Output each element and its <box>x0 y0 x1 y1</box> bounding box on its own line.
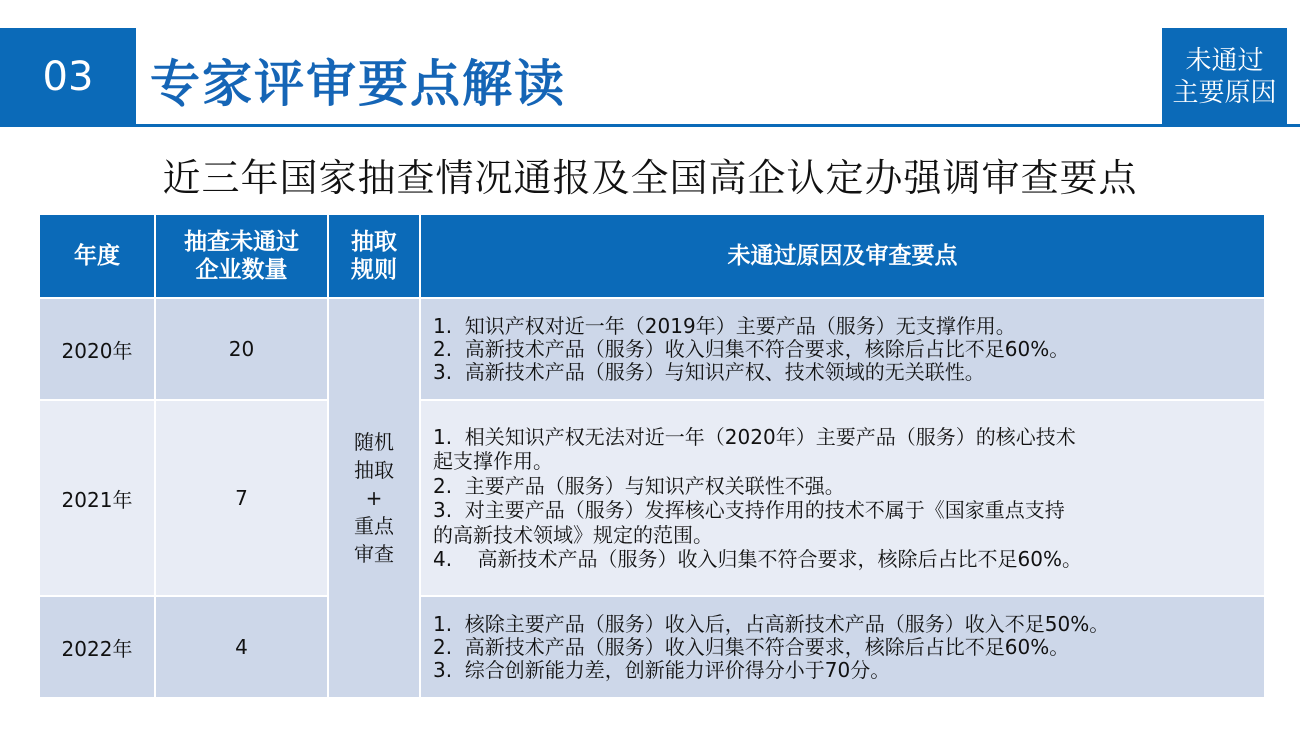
table-header-row <box>39 214 1265 298</box>
reason-line: 3. 高新技术产品（服务）与知识产权、技术领域的无关联性。 <box>433 359 985 384</box>
rule-line: 审查 <box>354 542 394 566</box>
rule-line: + <box>365 486 383 510</box>
reason-line: 起支撑作用。 <box>433 449 553 473</box>
reason-line: 1. 知识产权对近一年（2019年）主要产品（服务）无支撑作用。 <box>433 313 1016 338</box>
slide-subtitle: 近三年国家抽查情况通报及全国高企认定办强调审查要点 <box>162 156 1138 200</box>
rule-line: 抽取 <box>354 458 394 482</box>
header-failed-count <box>155 214 328 298</box>
reason-line: 1. 核除主要产品（服务）收入后，占高新技术产品（服务）收入不足50%。 <box>433 611 1110 636</box>
rule-line: 随机 <box>354 430 394 454</box>
corner-tag <box>1162 28 1287 126</box>
reason-line: 2. 主要产品（服务）与知识产权关联性不强。 <box>433 473 845 498</box>
header-year: 年度 <box>39 214 155 298</box>
section-number: 03 <box>0 28 136 126</box>
reason-line: 1. 相关知识产权无法对近一年（2020年）主要产品（服务）的核心技术 <box>433 424 1076 449</box>
count-cell: 4 <box>155 596 328 698</box>
year-cell: 2022年 <box>39 596 155 698</box>
count-cell: 20 <box>155 298 328 400</box>
year-cell: 2021年 <box>39 400 155 596</box>
reason-line: 3. 对主要产品（服务）发挥核心支持作用的技术不属于《国家重点支持 <box>433 498 1065 522</box>
count-cell: 7 <box>155 400 328 596</box>
table-row <box>39 596 1265 698</box>
reason-line: 的高新技术领域》规定的范围。 <box>433 522 713 547</box>
reasons-cell <box>420 400 1265 596</box>
header-rule <box>328 214 420 298</box>
table-row <box>39 298 1265 400</box>
rule-line: 重点 <box>354 514 394 538</box>
header-divider <box>0 124 1300 127</box>
header-failed-count-line-2: 企业数量 <box>195 257 288 283</box>
header-rule-line-1: 抽取 <box>351 229 397 255</box>
corner-tag-line-1: 未通过 <box>1185 46 1264 76</box>
reason-line: 4. 高新技术产品（服务）收入归集不符合要求，核除后占比不足60%。 <box>433 547 1082 571</box>
table-row <box>39 400 1265 596</box>
rule-cell <box>328 298 420 698</box>
header-rule-line-2: 规则 <box>351 257 397 283</box>
header-failed-count-line-1: 抽查未通过 <box>184 229 299 255</box>
reason-line: 3. 综合创新能力差，创新能力评价得分小于70分。 <box>433 657 891 682</box>
page-title: 专家评审要点解读 <box>150 55 566 113</box>
corner-tag-line-2: 主要原因 <box>1172 78 1277 108</box>
reasons-cell <box>420 596 1265 698</box>
review-table <box>38 213 1266 699</box>
reason-line: 2. 高新技术产品（服务）收入归集不符合要求，核除后占比不足60%。 <box>433 634 1070 659</box>
header-reasons: 未通过原因及审查要点 <box>420 214 1265 298</box>
year-cell: 2020年 <box>39 298 155 400</box>
reasons-cell <box>420 298 1265 400</box>
reason-line: 2. 高新技术产品（服务）收入归集不符合要求，核除后占比不足60%。 <box>433 336 1070 361</box>
